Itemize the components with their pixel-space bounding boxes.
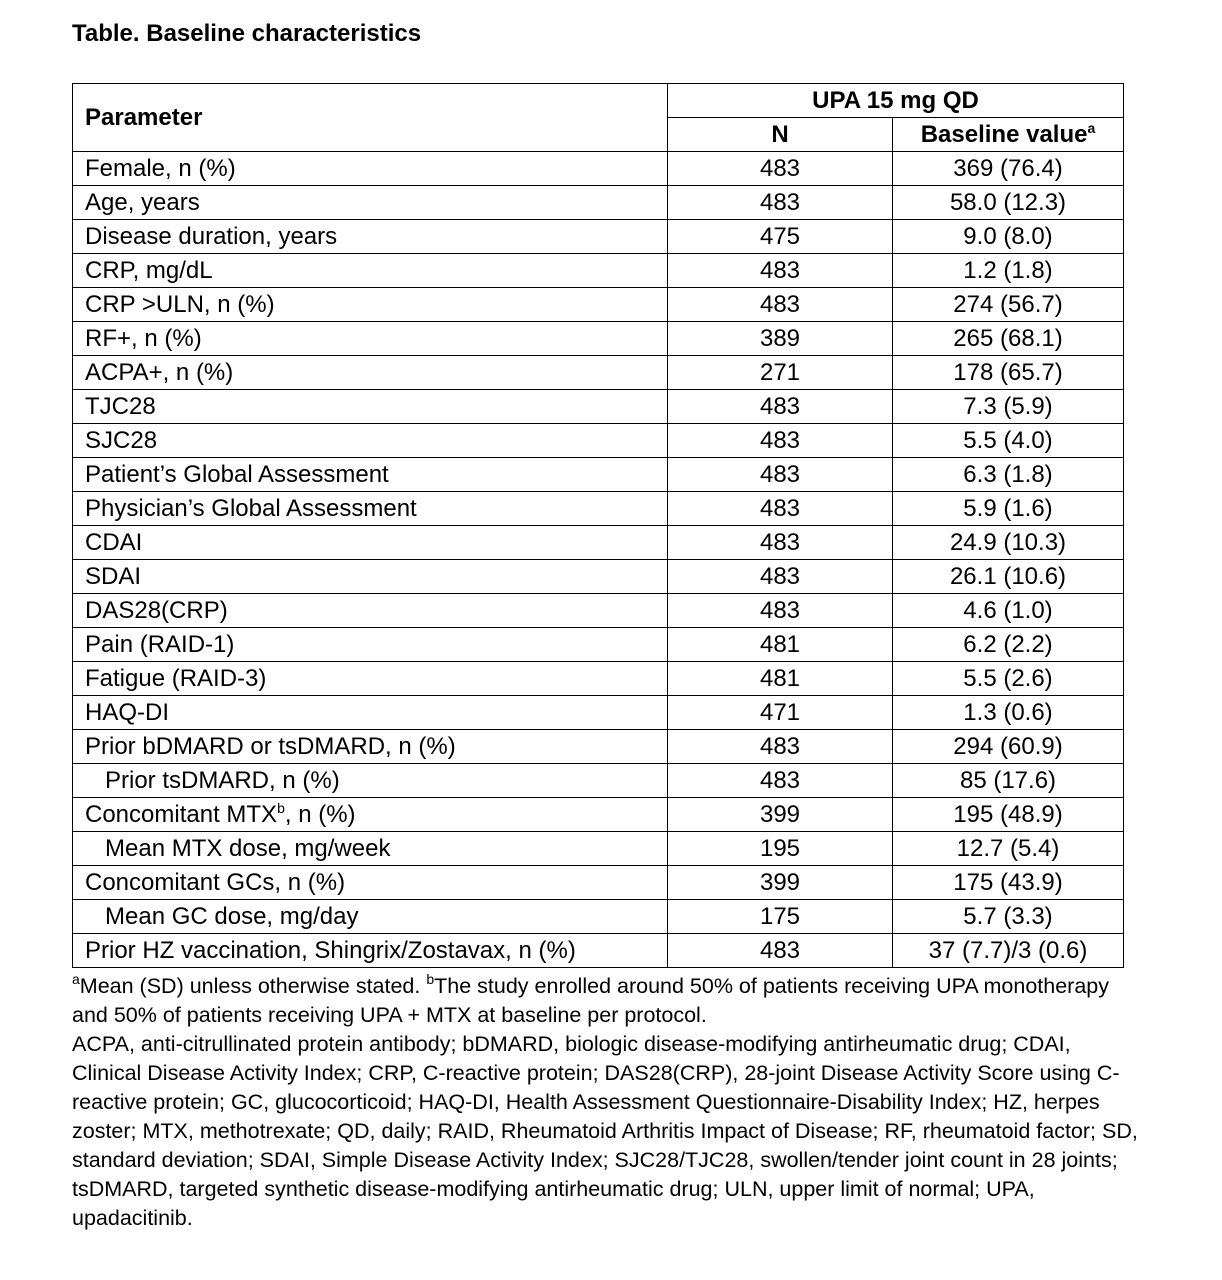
n-cell: 483: [668, 152, 893, 186]
n-cell: 399: [668, 866, 893, 900]
value-cell: 7.3 (5.9): [893, 390, 1124, 424]
value-cell: 85 (17.6): [893, 764, 1124, 798]
n-cell: 481: [668, 662, 893, 696]
param-cell: CRP, mg/dL: [73, 254, 668, 288]
baseline-characteristics-table: [72, 83, 1124, 968]
value-cell: 6.2 (2.2): [893, 628, 1124, 662]
n-cell: 483: [668, 764, 893, 798]
value-cell: 5.7 (3.3): [893, 900, 1124, 934]
param-cell: SDAI: [73, 560, 668, 594]
table-row: [73, 220, 1124, 254]
param-cell: Disease duration, years: [73, 220, 668, 254]
param-cell: Pain (RAID-1): [73, 628, 668, 662]
n-cell: 483: [668, 254, 893, 288]
param-cell: Mean GC dose, mg/day: [73, 900, 668, 934]
n-cell: 483: [668, 730, 893, 764]
value-cell: 178 (65.7): [893, 356, 1124, 390]
value-cell: 175 (43.9): [893, 866, 1124, 900]
table-row: [73, 322, 1124, 356]
header-group-upa: UPA 15 mg QD: [668, 84, 1124, 118]
value-cell: 195 (48.9): [893, 798, 1124, 832]
table-row: [73, 492, 1124, 526]
param-cell: Mean MTX dose, mg/week: [73, 832, 668, 866]
value-cell: 1.3 (0.6): [893, 696, 1124, 730]
table-title: Table. Baseline characteristics: [72, 20, 422, 47]
value-cell: 265 (68.1): [893, 322, 1124, 356]
value-cell: 58.0 (12.3): [893, 186, 1124, 220]
n-cell: 483: [668, 594, 893, 628]
table-row: [73, 730, 1124, 764]
table-row: [73, 798, 1124, 832]
param-cell: HAQ-DI: [73, 696, 668, 730]
n-cell: 481: [668, 628, 893, 662]
table-row: [73, 288, 1124, 322]
n-cell: 483: [668, 560, 893, 594]
value-cell: 274 (56.7): [893, 288, 1124, 322]
n-cell: 483: [668, 526, 893, 560]
n-cell: 483: [668, 424, 893, 458]
value-cell: 5.9 (1.6): [893, 492, 1124, 526]
param-cell: CDAI: [73, 526, 668, 560]
table-row: [73, 662, 1124, 696]
param-cell: Prior HZ vaccination, Shingrix/Zostavax, n (%): [73, 934, 668, 968]
n-cell: 389: [668, 322, 893, 356]
value-cell: 6.3 (1.8): [893, 458, 1124, 492]
table-row: [73, 696, 1124, 730]
table-footnotes: [72, 972, 1142, 1233]
n-cell: 483: [668, 458, 893, 492]
param-cell: DAS28(CRP): [73, 594, 668, 628]
table-row: [73, 424, 1124, 458]
header-baseline-value: Baseline value$^a$: [893, 118, 1124, 152]
n-cell: 483: [668, 390, 893, 424]
value-cell: 294 (60.9): [893, 730, 1124, 764]
table-row: [73, 356, 1124, 390]
value-cell: 24.9 (10.3): [893, 526, 1124, 560]
table-row: [73, 254, 1124, 288]
n-cell: 483: [668, 288, 893, 322]
n-cell: 483: [668, 492, 893, 526]
table-row: [73, 764, 1124, 798]
n-cell: 195: [668, 832, 893, 866]
n-cell: 483: [668, 186, 893, 220]
value-cell: 4.6 (1.0): [893, 594, 1124, 628]
table-row: [73, 832, 1124, 866]
value-cell: 12.7 (5.4): [893, 832, 1124, 866]
table-row: [73, 526, 1124, 560]
footnote-abbreviations: ACPA, anti-citrullinated protein antibody; bDMARD, biologic disease-modifying antirheumatic drug; CDAI, Clinical Disease Activity Index; CRP, C-reactive protein; DAS28(CRP), 28-joint Disease Activity Score using C-reactive protein; GC, glucocorticoid; HAQ-DI, Health Assessment Questionnaire-Disability Index; HZ, herpes zoster; MTX, methotrexate; QD, daily; RAID, Rheumatoid Arthritis Impact of Disease; RF, rheumatoid factor; SD, standard deviation; SDAI, Simple Disease Activity Index; SJC28/TJC28, swollen/tender joint count in 28 joints; tsDMARD, targeted synthetic disease-modifying antirheumatic drug; ULN, upper limit of normal; UPA, upadacitinib.: [72, 1032, 1138, 1230]
table-row: [73, 390, 1124, 424]
table-row: [73, 152, 1124, 186]
table-row: [73, 186, 1124, 220]
param-cell: Prior bDMARD or tsDMARD, n (%): [73, 730, 668, 764]
param-cell: Patient’s Global Assessment: [73, 458, 668, 492]
n-cell: 475: [668, 220, 893, 254]
table-row: [73, 934, 1124, 968]
value-cell: 37 (7.7)/3 (0.6): [893, 934, 1124, 968]
n-cell: 471: [668, 696, 893, 730]
param-cell: ACPA+, n (%): [73, 356, 668, 390]
n-cell: 271: [668, 356, 893, 390]
param-cell: Fatigue (RAID-3): [73, 662, 668, 696]
param-cell: TJC28: [73, 390, 668, 424]
value-cell: 1.2 (1.8): [893, 254, 1124, 288]
table-row: [73, 900, 1124, 934]
table-row: [73, 594, 1124, 628]
table-row: [73, 866, 1124, 900]
param-cell: SJC28: [73, 424, 668, 458]
n-cell: 175: [668, 900, 893, 934]
header-n: N: [668, 118, 893, 152]
param-cell: Female, n (%): [73, 152, 668, 186]
table-row: [73, 628, 1124, 662]
header-parameter: Parameter: [73, 84, 668, 152]
param-cell: Physician’s Global Assessment: [73, 492, 668, 526]
footnote-a-b: $^a$Mean (SD) unless otherwise stated. $^b$The study enrolled around 50% of patients receiving UPA monotherapy and 50% of patients receiving UPA + MTX at baseline per protocol.: [72, 971, 1110, 1027]
n-cell: 483: [668, 934, 893, 968]
param-cell: Age, years: [73, 186, 668, 220]
value-cell: 5.5 (4.0): [893, 424, 1124, 458]
value-cell: 26.1 (10.6): [893, 560, 1124, 594]
table-row: [73, 458, 1124, 492]
value-cell: 5.5 (2.6): [893, 662, 1124, 696]
value-cell: 369 (76.4): [893, 152, 1124, 186]
param-cell: Prior tsDMARD, n (%): [73, 764, 668, 798]
param-cell: RF+, n (%): [73, 322, 668, 356]
value-cell: 9.0 (8.0): [893, 220, 1124, 254]
param-cell: CRP >ULN, n (%): [73, 288, 668, 322]
n-cell: 399: [668, 798, 893, 832]
param-cell: Concomitant MTX$^b$, n (%): [73, 798, 668, 832]
table-row: [73, 560, 1124, 594]
param-cell: Concomitant GCs, n (%): [73, 866, 668, 900]
